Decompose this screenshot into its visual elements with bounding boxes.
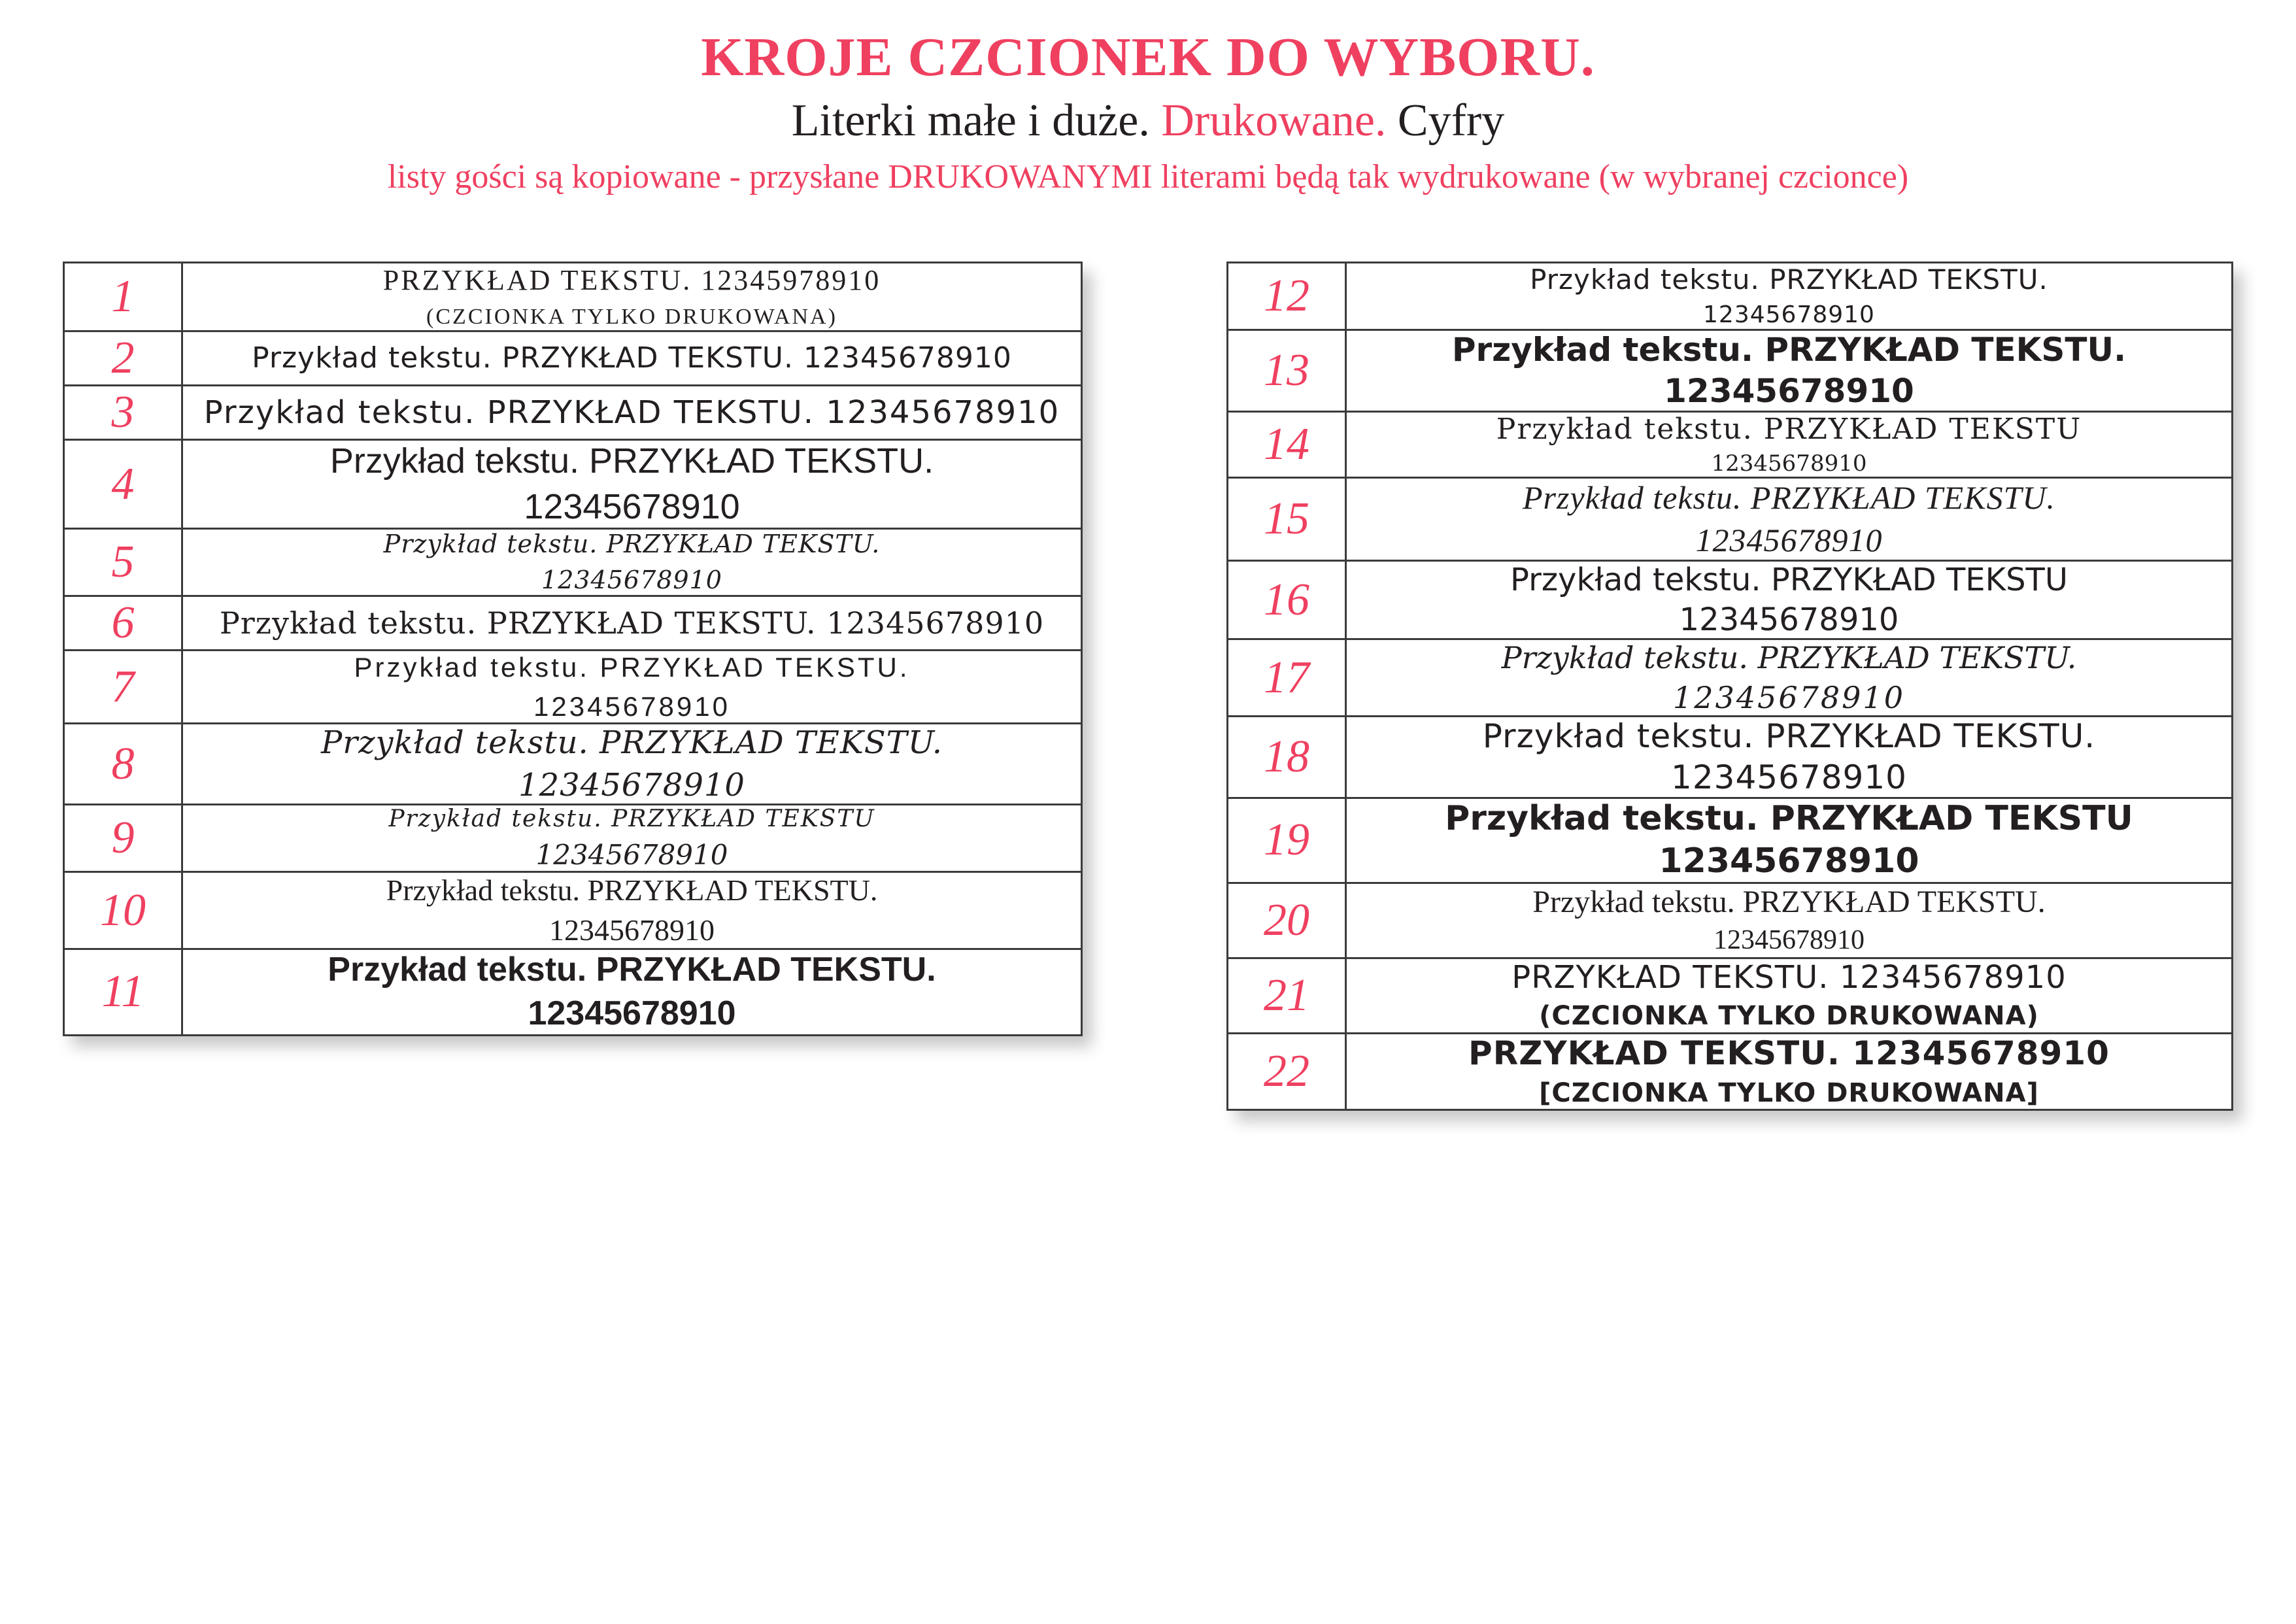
row-number: 11 <box>64 949 182 1036</box>
table-row[interactable] <box>64 949 1082 1036</box>
sample-line-2: (CZCIONKA TYLKO DRUKOWANA) <box>426 304 837 329</box>
row-number: 1 <box>64 263 182 331</box>
row-number: 21 <box>1228 958 1346 1033</box>
sample-line-2: 12345678910 <box>1714 925 1865 956</box>
left-table-wrapper <box>63 262 1083 1111</box>
row-number: 19 <box>1228 798 1346 883</box>
font-sample <box>1346 958 2233 1033</box>
font-sample <box>1346 1033 2233 1109</box>
sample-line-1: Przykład tekstu. PRZYKŁAD TEKSTU <box>1510 562 2068 599</box>
subtitle-part-two: Cyfry <box>1386 95 1505 146</box>
row-number: 22 <box>1228 1033 1346 1109</box>
table-row[interactable] <box>64 263 1082 331</box>
font-sample <box>182 596 1082 651</box>
sample-line-1: Przykład tekstu. PRZYKŁAD TEKSTU <box>1496 413 2082 447</box>
table-row[interactable] <box>64 529 1082 596</box>
table-row[interactable] <box>1228 330 2233 412</box>
sample-line-1: PRZYKŁAD TEKSTU. 12345678910 <box>1511 958 2067 996</box>
row-number: 14 <box>1228 412 1346 478</box>
font-sample <box>182 805 1082 872</box>
sample-line-1: Przykład tekstu. PRZYKŁAD TEKSTU. <box>1482 717 2096 755</box>
row-number: 16 <box>1228 561 1346 639</box>
table-row[interactable] <box>64 805 1082 872</box>
sample-line-1: Przykład tekstu. PRZYKŁAD TEKSTU. <box>321 724 943 762</box>
table-row[interactable] <box>64 331 1082 386</box>
sample-line-2: 12345678910 <box>541 566 722 595</box>
table-row[interactable] <box>1228 412 2233 478</box>
font-sample <box>1346 478 2233 561</box>
sample-line-2: 12345678910 <box>518 766 745 804</box>
row-number: 12 <box>1228 263 1346 330</box>
row-number: 10 <box>64 872 182 949</box>
sample-line-2: 12345678910 <box>1679 601 1899 638</box>
font-sample <box>182 386 1082 440</box>
subtitle-accent: Drukowane. <box>1161 95 1387 146</box>
font-sample <box>1346 330 2233 412</box>
font-sample <box>1346 263 2233 330</box>
sample-line-1: PRZYKŁAD TEKSTU. 12345978910 <box>382 264 881 296</box>
font-sample <box>1346 639 2233 717</box>
sample-line-1: Przykład tekstu. PRZYKŁAD TEKSTU. <box>383 530 881 559</box>
table-row[interactable] <box>64 872 1082 949</box>
font-sample <box>182 331 1082 386</box>
sample-line-2: 12345678910 <box>524 486 740 526</box>
row-number: 4 <box>64 440 182 529</box>
table-row[interactable] <box>64 596 1082 651</box>
sample-line-2: (CZCIONKA TYLKO DRUKOWANA) <box>1539 1001 2039 1032</box>
row-number: 13 <box>1228 330 1346 412</box>
font-sample <box>182 872 1082 949</box>
sample-line-1: Przykład tekstu. PRZYKŁAD TEKSTU. <box>1530 263 2048 296</box>
table-row[interactable] <box>64 651 1082 724</box>
font-sample <box>1346 561 2233 639</box>
sample-line-2: 12345678910 <box>535 838 728 871</box>
font-sample <box>1346 412 2233 478</box>
row-number: 5 <box>64 529 182 596</box>
row-number: 17 <box>1228 639 1346 717</box>
sample-line-1: Przykład tekstu. PRZYKŁAD TEKSTU. <box>1501 640 2077 676</box>
sample-line-1: Przykład tekstu. PRZYKŁAD TEKSTU. <box>1532 884 2046 919</box>
specimen-columns <box>0 262 2296 1111</box>
font-sample <box>182 263 1082 331</box>
table-row[interactable] <box>1228 958 2233 1033</box>
sample-line-1: Przykład tekstu. PRZYKŁAD TEKSTU. 12345678910 <box>219 605 1045 641</box>
table-row[interactable] <box>1228 883 2233 958</box>
sample-line-1: Przykład tekstu. PRZYKŁAD TEKSTU. <box>1451 331 2127 369</box>
page-header <box>0 0 2296 197</box>
subtitle-part-one: Literki małe i duże. <box>791 95 1162 146</box>
sample-line-2: 12345678910 <box>528 994 736 1033</box>
sample-line-1: Przykład tekstu. PRZYKŁAD TEKSTU. 12345678910 <box>252 341 1012 375</box>
sample-line-2: 12345678910 <box>1695 522 1883 559</box>
font-sample <box>182 949 1082 1036</box>
font-sample <box>1346 883 2233 958</box>
font-sample <box>182 651 1082 724</box>
right-table-wrapper <box>1226 262 2233 1111</box>
sample-line-2: 12345678910 <box>1671 758 1907 796</box>
table-row[interactable] <box>1228 639 2233 717</box>
table-row[interactable] <box>1228 561 2233 639</box>
sample-line-1: Przykład tekstu. PRZYKŁAD TEKSTU. <box>329 441 934 481</box>
table-row[interactable] <box>64 724 1082 805</box>
sample-line-2: 12345678910 <box>549 913 715 947</box>
sample-line-2: 12345678910 <box>1664 372 1914 411</box>
table-row[interactable] <box>1228 478 2233 561</box>
font-table-left <box>63 262 1083 1036</box>
table-row[interactable] <box>64 386 1082 440</box>
sample-line-1: Przykład tekstu. PRZYKŁAD TEKSTU. <box>1523 479 2055 516</box>
row-number: 7 <box>64 651 182 724</box>
font-sample <box>182 529 1082 596</box>
font-sample <box>1346 798 2233 883</box>
page-title: KROJE CZCIONEK DO WYBORU. <box>701 27 1595 88</box>
table-row[interactable] <box>64 440 1082 529</box>
row-number: 2 <box>64 331 182 386</box>
sample-line-1: Przykład tekstu. PRZYKŁAD TEKSTU <box>388 805 875 833</box>
page-note: listy gości są kopiowane - przysłane DRUKOWANYMI literami będą tak wydrukowane (w wybranej czcionce) <box>387 158 1909 196</box>
sample-line-2: 12345678910 <box>1703 301 1875 328</box>
table-row[interactable] <box>1228 263 2233 330</box>
table-row[interactable] <box>1228 1033 2233 1109</box>
sample-line-2: [CZCIONKA TYLKO DRUKOWANA] <box>1539 1077 2039 1108</box>
sample-line-2: 12345678910 <box>1673 679 1905 715</box>
table-row[interactable] <box>1228 716 2233 798</box>
table-row[interactable] <box>1228 798 2233 883</box>
sample-line-2: 12345678910 <box>1711 450 1867 477</box>
sample-line-1: Przykład tekstu. PRZYKŁAD TEKSTU <box>1445 798 2133 838</box>
row-number: 8 <box>64 724 182 805</box>
row-number: 6 <box>64 596 182 651</box>
sample-line-1: Przykład tekstu. PRZYKŁAD TEKSTU. 12345678910 <box>203 394 1060 431</box>
sample-line-1: Przykład tekstu. PRZYKŁAD TEKSTU. <box>354 652 910 683</box>
row-number: 20 <box>1228 883 1346 958</box>
sample-line-2: 12345678910 <box>1659 841 1919 881</box>
sample-line-1: Przykład tekstu. PRZYKŁAD TEKSTU. <box>386 873 878 907</box>
font-table-right <box>1226 262 2233 1111</box>
row-number: 18 <box>1228 716 1346 798</box>
font-sample <box>182 724 1082 805</box>
row-number: 15 <box>1228 478 1346 561</box>
font-sample <box>182 440 1082 529</box>
font-sample <box>1346 716 2233 798</box>
page-subtitle <box>0 95 2296 146</box>
sample-line-1: Przykład tekstu. PRZYKŁAD TEKSTU. <box>328 951 936 989</box>
row-number: 3 <box>64 386 182 440</box>
sample-line-2: 12345678910 <box>533 690 730 722</box>
sample-line-1: PRZYKŁAD TEKSTU. 12345678910 <box>1468 1034 2110 1072</box>
row-number: 9 <box>64 805 182 872</box>
